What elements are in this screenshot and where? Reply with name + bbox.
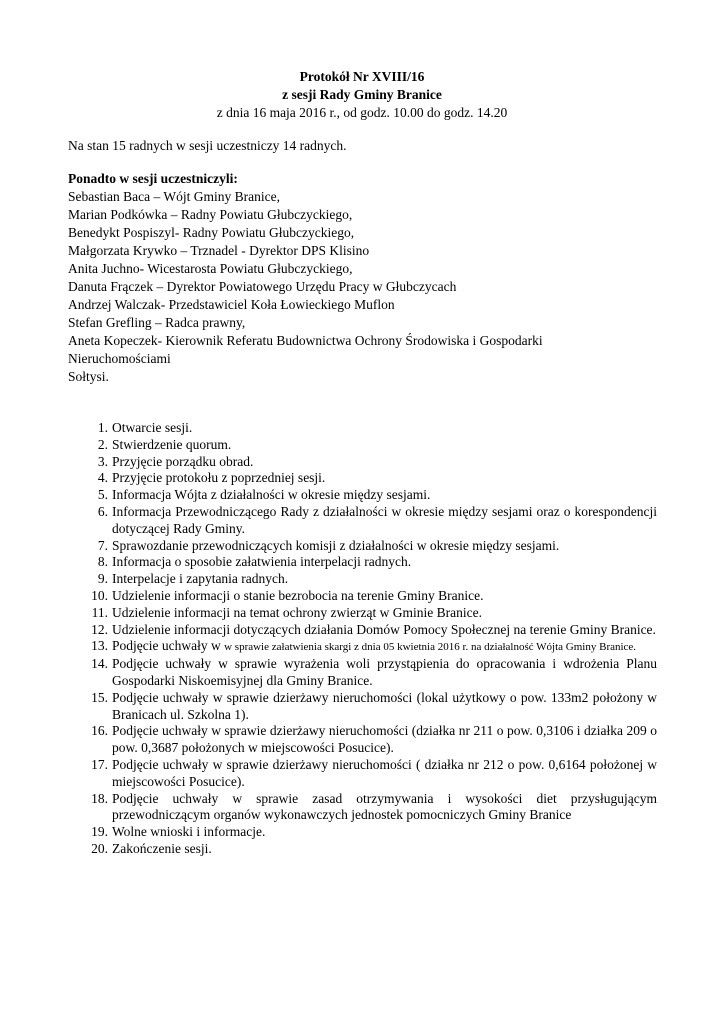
agenda-item-number: 12. [91, 621, 108, 637]
agenda-item-number: 16. [91, 723, 108, 739]
attendee-line: Danuta Frączek – Dyrektor Powiatowego Urzędu Pracy w Głubczycach [68, 279, 457, 294]
agenda-item-text: Informacja Przewodniczącego Rady z działalności w okresie między sesjami oraz o korespondencji dotyczącej Rady Gminy. [112, 503, 657, 536]
agenda-item [86, 824, 657, 841]
attendee-line: Sołtysi. [68, 369, 109, 384]
agenda-item-text-small: w sprawie załatwienia skargi z dnia 05 kwietnia 2016 r. na działalność Wójta Gminy Branice. [224, 641, 637, 654]
agenda-item [86, 690, 657, 724]
agenda-item-number: 19. [91, 824, 108, 840]
agenda-item-text: Zakończenie sesji. [112, 840, 212, 856]
quorum-text: Na stan 15 radnych w sesji uczestniczy 14 radnych. [68, 138, 347, 153]
agenda-item [86, 454, 657, 471]
agenda-item-number: 20. [91, 840, 108, 856]
attendee-line: Benedykt Pospiszyl- Radny Powiatu Głubczyckiego, [68, 225, 355, 240]
agenda-item-number: 6. [97, 503, 108, 519]
agenda-item-number: 2. [97, 436, 108, 452]
agenda-item-number: 5. [97, 487, 108, 503]
agenda-item [86, 656, 657, 690]
agenda-item-text: Informacja Wójta z działalności w okresie między sesjami. [112, 487, 431, 503]
agenda-item-text: Wolne wnioski i informacje. [112, 824, 266, 840]
attendee-line: Anita Juchno- Wicestarosta Powiatu Głubczyckiego, [68, 261, 353, 276]
document-header [0, 68, 724, 122]
agenda-item-number: 17. [91, 756, 108, 772]
agenda-item-text: Udzielenie informacji na temat ochrony zwierząt w Gminie Branice. [112, 604, 482, 620]
attendee-line: Stefan Grefling – Radca prawny, [68, 315, 246, 330]
attendee-line: Małgorzata Krywko – Trznadel - Dyrektor DPS Klisino [68, 243, 370, 258]
attendees-section [68, 170, 668, 386]
agenda-item [86, 791, 657, 825]
agenda-item-text: Udzielenie informacji o stanie bezrobocia na terenie Gminy Branice. [112, 587, 484, 603]
agenda-item [86, 420, 657, 437]
attendees-title: Ponadto w sesji uczestniczyli: [68, 171, 238, 186]
agenda-item-text: Podjęcie uchwały w sprawie dzierżawy nieruchomości (lokal użytkowy o pow. 133m2 położony w Branicach ul. Szkolna 1). [112, 689, 657, 722]
agenda-item-number: 15. [91, 689, 108, 705]
agenda-item-number: 14. [91, 656, 108, 672]
document-subtitle: z sesji Rady Gminy Branice [282, 87, 442, 102]
agenda-item-text: Udzielenie informacji dotyczących działania Domów Pomocy Społecznej na terenie Gminy Branice. [112, 621, 656, 637]
agenda-item [86, 504, 657, 538]
agenda-item-text: Sprawozdanie przewodniczących komisji z działalności w okresie między sesjami. [112, 537, 560, 553]
agenda-item [86, 571, 657, 588]
document-title: Protokół Nr XVIII/16 [299, 69, 425, 84]
agenda-item-text: Podjęcie uchwały w sprawie dzierżawy nieruchomości ( działka nr 212 o pow. 0,6164 położonej w miejscowości Posucice). [112, 756, 657, 789]
agenda-item-number: 11. [91, 604, 108, 620]
agenda-item-number: 10. [91, 587, 108, 603]
attendee-line: Aneta Kopeczek- Kierownik Referatu Budownictwa Ochrony Środowiska i Gospodarki Nieruchomościami [68, 333, 543, 366]
agenda-item [86, 638, 657, 656]
agenda-item [86, 437, 657, 454]
agenda-item-number: 1. [97, 420, 108, 435]
agenda-item-number: 13. [91, 638, 108, 654]
agenda-item-text: Stwierdzenie quorum. [112, 436, 232, 452]
attendee-line: Marian Podkówka – Radny Powiatu Głubczyckiego, [68, 207, 353, 222]
agenda-item-text: Otwarcie sesji. [112, 420, 193, 435]
agenda-item [86, 841, 657, 858]
agenda-item [86, 487, 657, 504]
agenda-item-text: Podjęcie uchwały w sprawie zasad otrzymywania i wysokości diet przysługującym przewodniczącym organów wykonawczych jednostek pomocniczych Gminy Branice [112, 790, 657, 823]
agenda-item-number: 18. [91, 790, 108, 806]
agenda-list [86, 420, 657, 858]
agenda-item-number: 4. [97, 470, 108, 486]
agenda-item [86, 554, 657, 571]
agenda-item [86, 723, 657, 757]
agenda-item-number: 9. [97, 571, 108, 587]
agenda-item-number: 8. [97, 554, 108, 570]
agenda-item-text: Przyjęcie protokołu z poprzedniej sesji. [112, 470, 326, 486]
agenda-item-text: Podjęcie uchwały w sprawie dzierżawy nieruchomości (działka nr 211 o pow. 0,3106 i działka 209 o pow. 0,3687 położonych w miejscowości Posucice). [112, 723, 657, 756]
agenda-item [86, 605, 657, 622]
agenda-item [86, 538, 657, 555]
agenda-item-text: Interpelacje i zapytania radnych. [112, 571, 289, 587]
agenda-item-text: Podjęcie uchwały w sprawie wyrażenia woli przystąpienia do opracowania i wdrożenia Planu Gospodarki Niskoemisyjnej dla Gminy Branice. [112, 656, 657, 688]
attendee-line: Andrzej Walczak- Przedstawiciel Koła Łowieckiego Muflon [68, 297, 395, 312]
agenda-item [86, 470, 657, 487]
agenda-item [86, 588, 657, 605]
agenda-item-text: Podjęcie uchwały w [112, 638, 225, 654]
agenda-item-number: 7. [97, 537, 108, 553]
agenda-item [86, 622, 657, 639]
agenda-item-number: 3. [97, 453, 108, 469]
session-date: z dnia 16 maja 2016 r., od godz. 10.00 do godz. 14.20 [216, 105, 508, 120]
attendee-line: Sebastian Baca – Wójt Gminy Branice, [68, 189, 280, 204]
agenda-item [86, 757, 657, 791]
agenda-item-text: Informacja o sposobie załatwienia interpelacji radnych. [112, 554, 412, 570]
agenda-item-text: Przyjęcie porządku obrad. [112, 453, 254, 469]
